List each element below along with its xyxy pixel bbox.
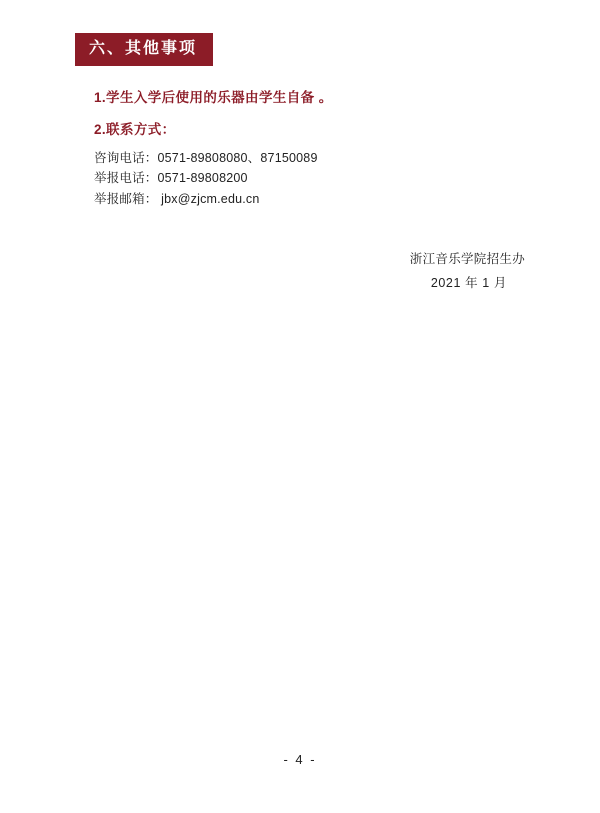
contact-phone-line: 咨询电话：0571-89808080、87150089: [94, 150, 318, 165]
signature-organization: 浙江音乐学院招生办: [409, 252, 525, 266]
report-phone-line: 举报电话：0571-89808200: [94, 171, 248, 186]
content-item-2: 2.联系方式：: [94, 122, 176, 138]
signature-block: [410, 248, 525, 296]
signature-date: 2021 年 1 月: [430, 275, 507, 290]
section-content: [94, 88, 524, 209]
report-email-line: 举报邮箱： jbx@zjcm.edu.cn: [94, 191, 260, 206]
content-item-1: 1.学生入学后使用的乐器由学生自备 。: [94, 90, 333, 105]
section-heading-banner: 六、其他事项: [75, 33, 213, 66]
page-number: - 4 -: [283, 752, 317, 767]
